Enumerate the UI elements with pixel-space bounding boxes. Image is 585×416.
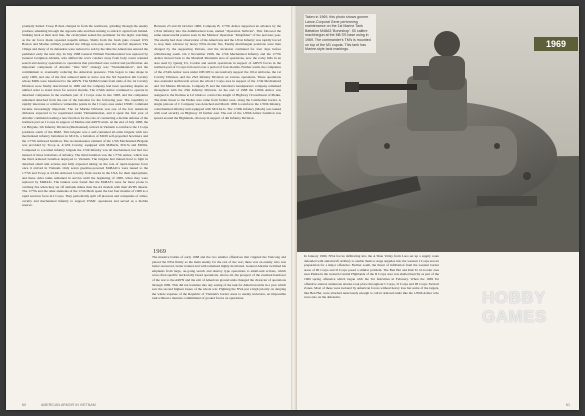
paragraph: Between 23 and 26 October 1968, Company B, 1/77th Armor supported an advance by the 1/61st Infantry into the demilitarized zone, named "Operation Sullivan". This followed the same unsuccessful pattern seen in the Marines' Operation "Kingfisher" of the previous year. The enemy had clear observation of the Americans and the 1/61st Infantry was rapidly forced to stop their advance by heavy NVA mortar fire. Enemy machinegun positions were then charged by the supporting Pattons, and the incursion continued for four days before withdrawing south. On 2 November 1968, the 1/5th Mechanized Infantry and the 1/77th Armor moved back to the Marshall Mountain area of operations, now the rocky hills in an area used by Quang Tri, Cordon and search operations in support of ARVN forces in the northern part of I Corps followed over a period of four months. Further south, the companies of the 2/34th Armor were under OPCON to successively support the 101st Airborne, the 1st Cavalry Division, and the 23rd Infantry Division on various operations. These operations also extended northwards across the whole I Corps area in support of the 1/5th Mechanized and 3rd Marine Divisions. Company B and the battalion's headquarters company remained throughout with the 25th Infantry Division. At the end of 1968 the 1/69th Armor was assigned to the firebase at LZ Oasis to control the length of Highway 19 southwest of Pleiku. The main threat to the Pleiku area came from farther west, along the Cambodian border. A single platoon of C Company was detached and March 1969 to reinforce the 1/50th Infantry, a mechanized infantry unit equipped with M113A1s. The 1/50th Infantry (Mech) was tasked with road security on Highway 19 further east. The rest of the 1/69th Armor battalion was spread around the Highlands, often up in support of 4th Infantry Division.	[154, 24, 281, 120]
paragraph: In January 1969, NVA forces infiltrating into the A Shau Valley from Laos set up a supply route defended with antiaircraft artillery to enable them to stage supplies into the western I Corps area in preparation for a major offensive. Further south, the threat of infiltration from the western border areas of III Corps and II Corps posed a similar problem. The Ben Het and Dak To tri-border area near Pleiku in the western Central Highlands of the II Corps area was shelled heavily as part of the 1969 spring offensive which began with the Tet festivities in February. When the 1969 Tet offensive started, numerous attacks took place throughout I Corps, II Corps and III Corps Tactical Zones. Most of these were isolated by American forces without heavy loss but some of the targets, like Ben Het, were attacked tenaciously enough to call in armored units like the 1/69th Armor who were also on the defensive.	[304, 254, 439, 300]
body-text-column-1	[22, 24, 148, 396]
paragraph: The massive battles of early 1968 and the two smaller offensives that crippled the Vietcong and placed the NVA firmly as the main enemy for the rest of the war; there was an enemy who was better resourced, better trained and with remained highly motivated. General Abrams switched his emphasis from large, on-going search and destroy type operations to small-unit actions, which were often specific territorially based operations. Above all, the prospect of the eventual handover of the war to the ARVN and the exit of American ground units changed the character of operations through 1969. This did not translate into any easing of the task for American units in a year which saw the second highest losses of the whole war. Fighting the NVA put a high priority on denying the whole expanse of the Republic of Vietnam's border areas to enemy incursion, an impossible task without a massive commitment of ground forces on operations.	[152, 255, 286, 301]
section-heading: 1969	[153, 248, 166, 255]
page-number-left: 60	[22, 403, 26, 407]
paragraph: promptly halted. Troop B then charged in from the northwest, grinding through the enemy position, smashing through the opposite side and then turning to attack it again from behind. Striking back at their start line, the cavalrymen sealed the perimeter for the night, watching as the air force made repeated napalm strikes. Shells from the fresh guns crossed USS Boston and Marine artillery pounded the village non-stop once the aircraft departed. The village and many of its defenders were reduced to ash by the time the Americans entered the perimeter early the next day. In July 1968 General William Westmoreland was replaced by General Creighton Abrams, who shifted the war's conduct away from body count oriented search and destroy operations to operations that prioritized area control and pacification. An important component of Abrams' "One War" strategy was "Vietnamization", and the commitment to eventually reducing the American presence. This began to take shape in early 1969, and one of the first armored units to leave was the 3rd Squadron 4th Cavalry whose M48s were transferred to the ARVN. The M48A3 tanks from units of the 1st Cavalry Division were finally deactivated in 1969 and the company had been operating despite an unified order to stand down for several months. The 2/34th Armor continued to operate in detached companies in the southern part of I Corps zone in late 1968, and the companies remained detached from the rest of the battalion for the following year. The capability to rapidly intervene or reinforce vulnerable points in the I Corps area under USMC command became increasingly important. The 1st Marine Division was one of the few American divisions expected to be repatriated under Vietnamization, and it spent the first year of Abrams' command reading a new function for the role of conducting a mobile defense of the northern part on I Corps in support of Marine and ARVN units. At the end of July 1968, the 1st Brigade, 5th Infantry Division (Mechanized) arrived in Vietnam to reinforce the I Corps positions south of the DMZ. This brigade was a self-contained all-arms brigade with two mechanized infantry battalions in M113s, a battalion of M109 self-propelled howitzers and the 1/77th Armored battalion. The reconnaissance element of the 1/5th Mechanized Brigade was provided by Troop A, 4/12th Cavalry, equipped with M48A3s, M113s and M106s. Compared to a normal infantry brigade the 1/5th Infantry was all mechanized, but had two instead of three battalions of infantry. The third battalion was the 1/77th Armor, which was the third armored battalion deployed to Vietnam. The brigade had trained hard to fight in detached small unit actions and fully expected taking on the role of rapid-response force once it arrived in Vietnam. Only seven gasoline-powered M48A2Cs were issued to the 1/77th and Troop A 4/12th Armored Cavalry from stocks in the USA for their deployment, and these older tanks remained in service until the beginning of 1969, when they were replaced by M48A3s. The tankers soon found that the M48A3's were far more prone to catching fire when they set off antitank mines than the A2 models with their AVDS diesels. The 1/77th and the other elements of the 1/5th Mech spent the last four months of 1968 as a rapid reaction force in I Corps. They periodically split off platoons and companies of armor, cavalry and mechanized infantry to support USMC operations and served as a mobile reserve.	[22, 24, 148, 208]
watermark: HOBBY GAMES	[482, 288, 547, 326]
running-footer: AMERICAN ARMOR IN VIETNAM	[41, 403, 96, 407]
book-spread	[6, 6, 579, 410]
page-number-right: 61	[566, 403, 570, 407]
photo-caption: Taken in 1969, this photo shows gunner Lance-Corporal Gene performing maintenance on the 1st Marine Tank Battalion M48A3 'Boneshop'. 50 calibre machinegun at the M8 SS base using in 1969. The commander's TM's is mounted on top of the M1 cupola. This tank has Marine-style tank markings.	[304, 14, 376, 53]
year-badge: 1969	[534, 37, 578, 51]
body-text-column-4	[304, 254, 439, 396]
body-text-column-3	[152, 255, 286, 396]
